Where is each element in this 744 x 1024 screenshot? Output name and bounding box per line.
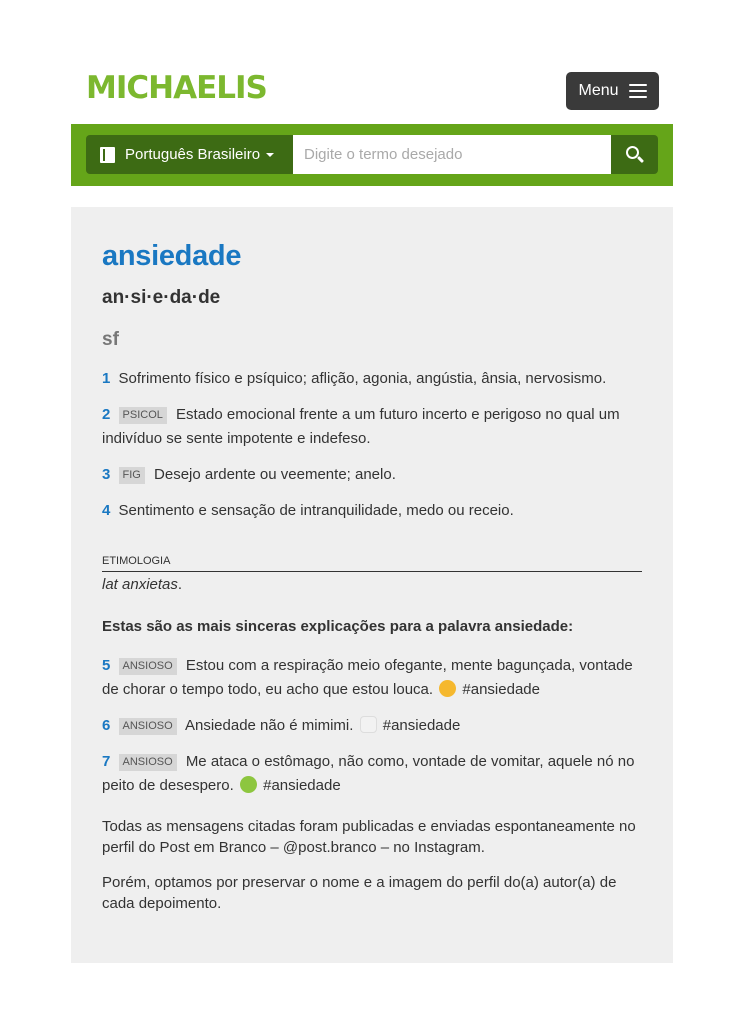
hashtag: #ansiedade — [382, 717, 461, 734]
caret-down-icon — [266, 153, 274, 157]
menu-button[interactable] — [566, 72, 659, 110]
sense-number: 5 — [102, 657, 111, 674]
etymology-label: ETIMOLOGIA — [102, 553, 642, 572]
search-icon — [626, 146, 644, 164]
usage-tag[interactable]: PSICOL — [119, 407, 167, 424]
language-label: Português Brasileiro — [125, 146, 261, 163]
etymology-text — [102, 574, 642, 596]
hashtag: #ansiedade — [462, 681, 540, 698]
grammar-class: sf — [102, 329, 119, 350]
sense-text: Desejo ardente ou veemente; anelo. — [154, 466, 396, 483]
sense-number: 7 — [102, 753, 111, 770]
sense-item — [102, 367, 642, 391]
sense-text: Sofrimento físico e psíquico; aflição, agonia, angústia, ânsia, nervosismo. — [118, 370, 607, 387]
attribution-note: Todas as mensagens citadas foram publicadas e enviadas espontaneamente no perfil do Post em Branco – @post.branco – no Instagram. — [102, 818, 636, 856]
privacy-note: Porém, optamos por preservar o nome e a imagem do perfil do(a) autor(a) de cada depoimento. — [102, 874, 617, 912]
sincere-item — [102, 654, 642, 702]
sense-item — [102, 403, 642, 451]
dizzy-face-emoji-icon — [439, 680, 456, 697]
etymology-period: . — [177, 576, 183, 593]
sense-number: 6 — [102, 717, 111, 734]
hamburger-icon — [629, 84, 647, 98]
sense-number: 1 — [102, 370, 111, 387]
sense-text: Me ataca o estômago, não como, vontade de vomitar, aquele nó no peito de desespero. — [102, 753, 635, 794]
sense-text: Ansiedade não é mimimi. — [184, 717, 354, 734]
sense-number: 2 — [102, 406, 111, 423]
michaelis-logo[interactable]: MICHAELIS — [86, 70, 267, 106]
book-icon — [100, 147, 115, 163]
sense-number: 4 — [102, 502, 111, 519]
search-input[interactable] — [293, 135, 611, 174]
usage-tag[interactable]: ANSIOSO — [119, 658, 177, 675]
menu-label: Menu — [578, 82, 619, 99]
white-heart-emoji-icon — [360, 716, 377, 733]
usage-tag[interactable]: ANSIOSO — [119, 718, 177, 735]
search-button[interactable] — [611, 135, 658, 174]
sincere-item — [102, 714, 642, 738]
search-bar — [71, 124, 673, 186]
sincere-heading: Estas são as mais sinceras explicações para a palavra ansiedade: — [102, 618, 574, 635]
headword: ansiedade — [102, 240, 242, 272]
hashtag: #ansiedade — [263, 777, 341, 794]
usage-tag[interactable]: ANSIOSO — [119, 754, 177, 771]
vomiting-face-emoji-icon — [240, 776, 257, 793]
sense-item — [102, 499, 642, 523]
entry-panel — [71, 207, 673, 963]
sense-number: 3 — [102, 466, 111, 483]
syllabification: an·si·e·da·de — [102, 287, 221, 308]
sense-text: Estou com a respiração meio ofegante, mente bagunçada, vontade de chorar o tempo todo, eu acho que estou louca. — [102, 657, 633, 698]
sense-text: Sentimento e sensação de intranquilidade, medo ou receio. — [118, 502, 514, 519]
etymology-origin: lat anxietas — [102, 576, 178, 593]
sense-item — [102, 463, 642, 487]
sense-text: Estado emocional frente a um futuro incerto e perigoso no qual um indivíduo se sente impotente e indefeso. — [102, 406, 620, 447]
language-dropdown[interactable] — [86, 135, 293, 174]
usage-tag[interactable]: FIG — [119, 467, 145, 484]
sincere-item — [102, 750, 642, 798]
